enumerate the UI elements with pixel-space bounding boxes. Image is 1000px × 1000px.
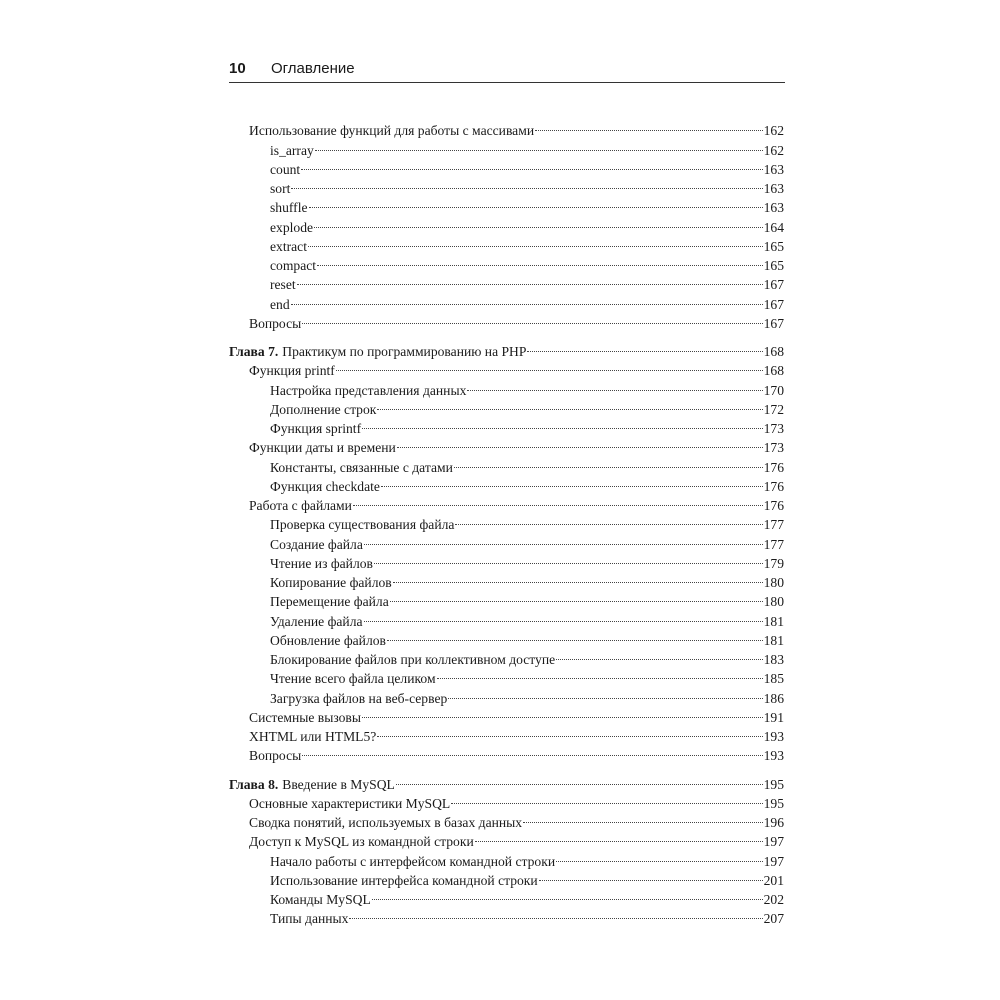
entry-title: count [270,161,301,177]
dot-leader [291,174,762,193]
entry-title: XHTML или HTML5? [249,729,377,744]
entry-page-number: 162 [763,142,784,158]
dot-leader [364,529,763,548]
entry-page-number: 170 [763,382,784,398]
dot-leader [539,866,763,885]
entry-title: Вопросы [249,748,302,764]
entry-title: Константы, связанные с датами [270,459,453,475]
toc-entry [229,251,784,273]
entry-title: Сводка понятий, используемых в базах данных [249,815,523,830]
dot-leader [308,232,763,251]
entry-page-number: 186 [763,690,784,706]
entry-title: Создание файла [270,536,363,552]
entry-title: Дополнение строк [270,401,377,417]
entry-page-number: 191 [763,709,784,725]
entry-title: end [270,296,290,312]
entry-page-number: 181 [763,613,784,629]
entry-page-number: 179 [763,555,784,571]
dot-leader [291,289,763,308]
entry-title: is_array [270,142,314,158]
entry-title: Копирование файлов [270,575,392,590]
dot-leader [314,212,763,231]
entry-page-number: 165 [763,238,784,254]
toc-entry [229,155,784,177]
dot-leader [390,587,763,606]
entry-title: Функция checkdate [270,478,380,494]
entry-page-number: 173 [763,440,784,456]
entry-page-number: 197 [763,853,784,869]
entry-page-number: 168 [763,344,784,359]
running-header [229,58,785,83]
entry-page-number: 177 [763,517,784,533]
entry-title: Введение в MySQL [282,776,395,792]
entry-title: Функция sprintf [270,421,362,436]
entry-page-number: 176 [763,498,784,513]
entry-title: Доступ к MySQL из командной строки [249,834,474,850]
dot-leader [364,606,763,625]
entry-page-number: 202 [763,892,784,907]
entry-title: Системные вызовы [249,709,361,725]
dot-leader [302,741,762,760]
entry-page-number: 163 [763,200,784,216]
toc-entry [229,289,784,312]
entry-page-number: 167 [763,277,784,293]
entry-title: Перемещение файла [270,594,389,610]
entry-title: Команды MySQL [270,892,371,907]
entry-page-number: 168 [763,363,784,379]
dot-leader [454,452,763,471]
entry-title: sort [270,181,291,196]
entry-page-number: 163 [763,161,784,177]
dot-leader [396,769,763,788]
entry-title: Типы данных [270,911,349,927]
entry-title: Настройка представления данных [270,382,467,398]
entry-title: Работа с файлами [249,498,352,513]
dot-leader [372,885,763,904]
dot-leader [309,193,763,212]
entry-page-number: 180 [763,594,784,610]
entry-page-number: 177 [763,536,784,552]
entry-page-number: 201 [763,872,784,888]
dot-leader [437,664,763,683]
entry-title: Практикум по программированию на PHP [282,344,527,359]
entry-page-number: 164 [763,219,784,235]
entry-title: extract [270,238,307,254]
dot-leader [448,683,762,702]
dot-leader [362,703,763,722]
table-of-contents [229,116,784,927]
entry-page-number: 183 [763,652,784,667]
dot-leader [301,155,762,174]
entry-title: Использование интерфейса командной строки [270,872,538,888]
dot-leader [377,722,762,741]
entry-title: Загрузка файлов на веб-сервер [270,690,448,706]
dot-leader [475,827,763,846]
dot-leader [556,645,762,664]
toc-entry [229,212,784,235]
entry-title: Проверка существования файла [270,517,455,533]
entry-page-number: 172 [763,401,784,417]
entry-title: Обновление файлов [270,632,386,648]
dot-leader [467,375,762,394]
chapter-label: Глава 8. [229,776,279,792]
entry-page-number: 195 [763,776,784,792]
dot-leader [317,251,763,270]
entry-title: Начало работы с интерфейсом командной строки [270,853,556,869]
page-number: 10 [229,60,246,77]
entry-title: Использование функций для работы с массивами [249,123,535,139]
dot-leader [374,549,763,568]
dot-leader [349,904,762,923]
dot-leader [393,568,763,587]
entry-title: explode [270,219,314,235]
entry-page-number: 162 [763,123,784,139]
dot-leader [387,626,763,645]
entry-page-number: 185 [763,671,784,687]
entry-title: Удаление файла [270,613,363,629]
dot-leader [535,116,763,135]
dot-leader [455,510,762,529]
toc-chapter-entry [229,337,784,359]
entry-page-number: 173 [763,421,784,436]
dot-leader [315,135,763,154]
entry-page-number: 167 [763,296,784,312]
entry-page-number: 167 [763,315,784,331]
entry-title: reset [270,277,296,293]
entry-title: Чтение всего файла целиком [270,671,436,687]
toc-entry [229,270,784,293]
entry-page-number: 176 [763,478,784,494]
toc-chapter-entry [229,769,784,792]
entry-page-number: 193 [763,748,784,764]
dot-leader [353,491,763,510]
toc-entry [229,193,784,216]
entry-page-number: 197 [763,834,784,850]
entry-title: Блокирование файлов при коллективном доступе [270,652,556,667]
dot-leader [451,789,762,808]
entry-page-number: 165 [763,258,784,273]
dot-leader [523,808,763,827]
dot-leader [381,472,763,491]
dot-leader [527,337,762,356]
dot-leader [297,270,763,289]
entry-page-number: 195 [763,795,784,811]
dot-leader [362,414,763,433]
toc-entry [229,174,784,196]
toc-entry [229,741,784,764]
entry-page-number: 196 [763,815,784,830]
entry-page-number: 181 [763,632,784,648]
entry-page-number: 193 [763,729,784,744]
entry-title: compact [270,258,317,273]
dot-leader [397,433,763,452]
entry-title: Функции даты и времени [249,440,396,456]
dot-leader [336,356,763,375]
toc-entry [229,232,784,254]
entry-title: Основные характеристики MySQL [249,795,451,811]
entry-title: shuffle [270,200,308,216]
entry-title: Функция printf [249,363,335,379]
dot-leader [302,309,762,328]
toc-entry [229,116,784,139]
chapter-label: Глава 7. [229,344,279,359]
entry-page-number: 207 [763,911,784,927]
entry-title: Вопросы [249,315,302,331]
running-title: Оглавление [271,60,355,77]
entry-page-number: 180 [763,575,784,590]
toc-entry [229,309,784,331]
entry-page-number: 163 [763,181,784,196]
entry-page-number: 176 [763,459,784,475]
dot-leader [556,846,763,865]
dot-leader [377,395,762,414]
entry-title: Чтение из файлов [270,555,373,571]
